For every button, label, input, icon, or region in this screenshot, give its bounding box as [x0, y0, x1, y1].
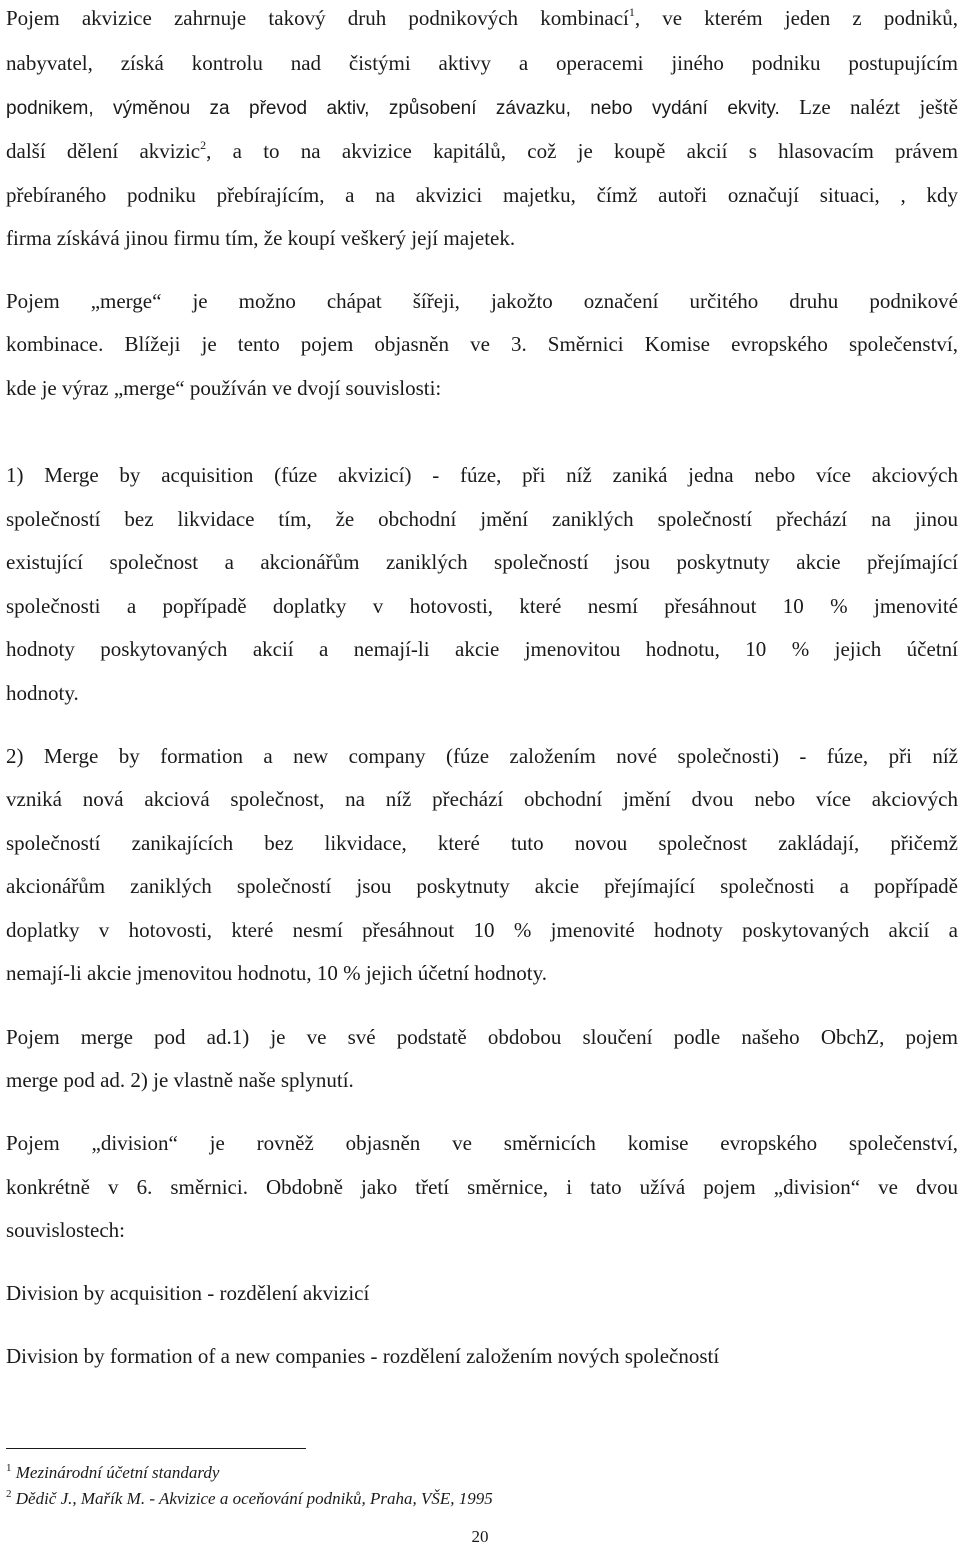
p1-line-6: firma získává jinou firmu tím, že koupí veškerý její majetek.: [6, 226, 516, 250]
p1-line-4: další dělení akvizic$^2$, a to na akvizice kapitálů, což je koupě akcií s hlasovacím právem: [6, 138, 958, 163]
p4-line-3: společností zanikajících bez likvidace, které tuto novou společnost zakládají, přičemž: [6, 831, 958, 855]
p2-line-1: Pojem „merge“ je možno chápat šířeji, jakožto označení určitého druhu podnikové: [6, 289, 958, 313]
p3-line-2: společností bez likvidace tím, že obchodní jmění zaniklých společností přechází na jinou: [6, 507, 958, 531]
p1-line-3: podnikem, výměnou za převod aktiv, způsobení závazku, nebo vydání ekvity. Lze nalézt ještě: [6, 95, 958, 119]
p6-line-1: Pojem „division“ je rovněž objasněn ve směrnicích komise evropského společenství,: [6, 1131, 958, 1155]
p5-line-2: merge pod ad. 2) je vlastně naše splynutí.: [6, 1068, 354, 1092]
footnote-ref-2: 2: [200, 138, 207, 152]
p6-line-3: souvislostech:: [6, 1218, 125, 1242]
p8-line-1: Division by formation of a new companies - rozdělení založením nových společností: [6, 1344, 720, 1368]
p3-line-4: společnosti a popřípadě doplatky v hotovosti, které nesmí přesáhnout 10 % jmenovité: [6, 594, 958, 618]
p4-line-6: nemají-li akcie jmenovitou hodnotu, 10 % jejich účetní hodnoty.: [6, 961, 548, 985]
footnote-text: Dědič J., Mařík M. - Akvizice a oceňování podniků, Praha, VŠE, 1995: [15, 1489, 493, 1508]
p4-line-2: vzniká nová akciová společnost, na níž přechází obchodní jmění dvou nebo více akciových: [6, 787, 958, 811]
page-number: 20: [471, 1527, 489, 1546]
p6-line-2: konkrétně v 6. směrnici. Obdobně jako třetí směrnice, i tato užívá pojem „division“ ve dvou: [6, 1175, 958, 1199]
footnote-separator: [6, 1448, 306, 1449]
p3-line-1: 1) Merge by acquisition (fúze akvizicí) - fúze, při níž zaniká jedna nebo více akciových: [6, 463, 958, 487]
p4-line-1: 2) Merge by formation a new company (fúze založením nové společnosti) - fúze, při níž: [6, 744, 958, 768]
p7-line-1: Division by acquisition - rozdělení akvizicí: [6, 1281, 370, 1305]
p3-line-3: existující společnost a akcionářům zaniklých společností jsou poskytnuty akcie přejímající: [6, 550, 958, 574]
p2-line-2: kombinace. Blížeji je tento pojem objasněn ve 3. Směrnici Komise evropského společenství,: [6, 332, 958, 356]
p1-line-2: nabyvatel, získá kontrolu nad čistými aktivy a operacemi jiného podniku postupujícím: [6, 51, 958, 75]
p4-line-5: doplatky v hotovosti, které nesmí přesáhnout 10 % jmenovité hodnoty poskytovaných akcií a: [6, 918, 958, 942]
footnote-ref-1: 1: [628, 5, 635, 19]
p3-line-5: hodnoty poskytovaných akcií a nemají-li akcie jmenovitou hodnotu, 10 % jejich účetní: [6, 637, 958, 661]
footnote-1: [6, 1463, 219, 1483]
footnote-number: 2: [6, 1488, 12, 1500]
p2-line-3: kde je výraz „merge“ používán ve dvojí souvislosti:: [6, 376, 442, 400]
p5-line-1: Pojem merge pod ad.1) je ve své podstatě obdobou sloučení podle našeho ObchZ, pojem: [6, 1025, 958, 1049]
p1-line-5: přebíraného podniku přebírajícím, a na akvizici majetku, čímž autoři označují situaci, , kdy: [6, 183, 958, 207]
footnote-number: 1: [6, 1462, 12, 1474]
footnote-2: [6, 1489, 493, 1509]
p1-line-1: Pojem akvizice zahrnuje takový druh podnikových kombinací$^1$, ve kterém jeden z podniků,: [6, 5, 958, 30]
footnote-text: Mezinárodní účetní standardy: [15, 1463, 220, 1482]
p4-line-4: akcionářům zaniklých společností jsou poskytnuty akcie přejímající společnosti a popřípadě: [6, 874, 958, 898]
p3-line-6: hodnoty.: [6, 681, 79, 705]
